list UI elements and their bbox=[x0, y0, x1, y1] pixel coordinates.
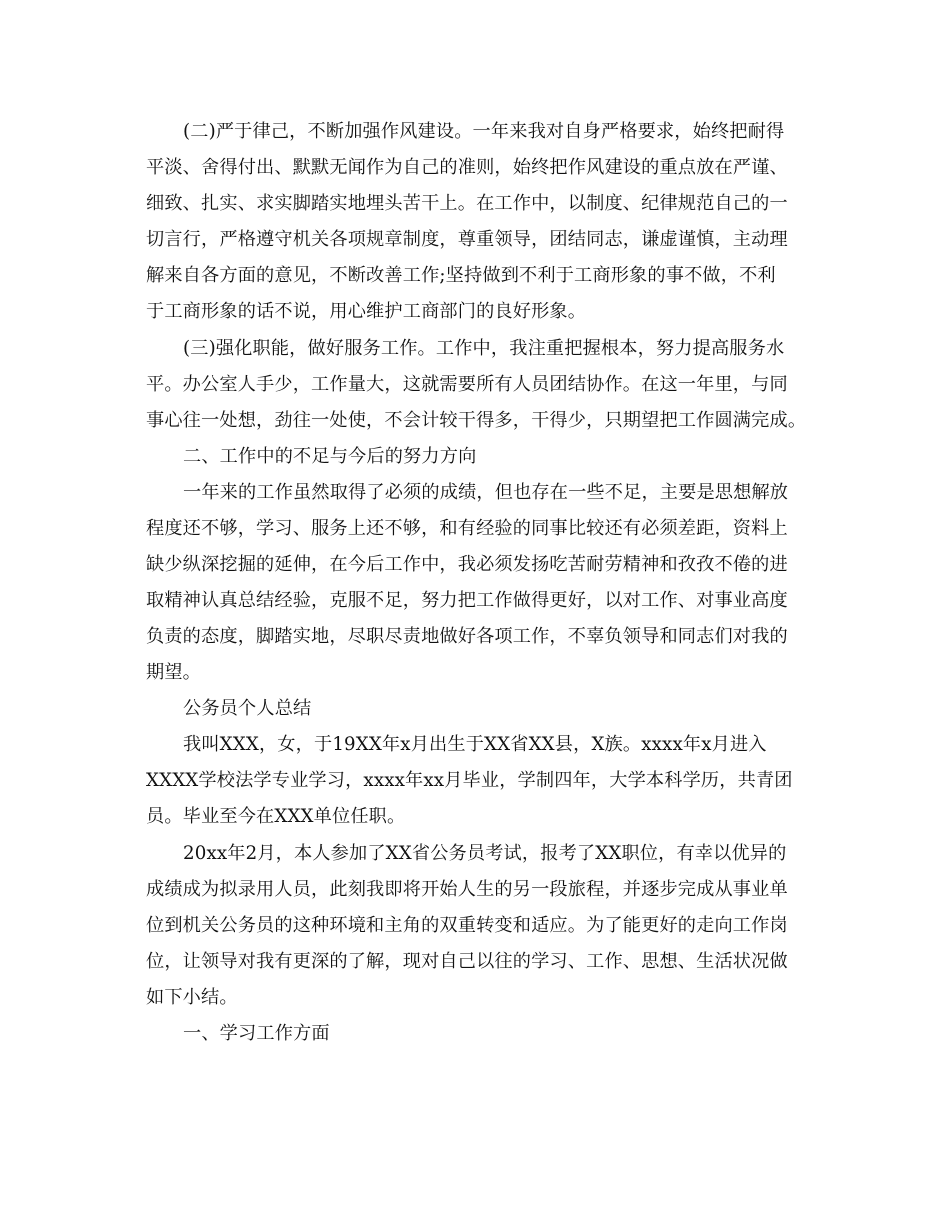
text-line: 程度还不够，学习、服务上还不够，和有经验的同事比较还有必须差距，资料上 bbox=[146, 518, 788, 539]
text-line: 20xx年2月，本人参加了XX省公务员考试，报考了XX职位，有幸以优异的 bbox=[183, 843, 787, 864]
text-line: XXXX学校法学专业学习，xxxx年xx月毕业，学制四年，大学本科学历，共青团 bbox=[146, 770, 793, 791]
text-line: 成绩成为拟录用人员，此刻我即将开始人生的另一段旅程，并逐步完成从事业单 bbox=[146, 879, 788, 900]
section-heading: 一、学习工作方面 bbox=[183, 1023, 330, 1044]
text-line: 一年来的工作虽然取得了必须的成绩，但也存在一些不足，主要是思想解放 bbox=[183, 482, 789, 503]
text-line: (三)强化职能，做好服务工作。工作中，我注重把握根本，努力提高服务水 bbox=[183, 338, 785, 359]
text-line: 平淡、舍得付出、默默无闻作为自己的准则，始终把作风建设的重点放在严谨、 bbox=[146, 157, 788, 178]
text-line: 平。办公室人手少，工作量大，这就需要所有人员团结协作。在这一年里，与同 bbox=[146, 374, 788, 395]
text-line: 取精神认真总结经验，克服不足，努力把工作做得更好，以对工作、对事业高度 bbox=[146, 590, 788, 611]
text-line: 细致、扎实、求实脚踏实地埋头苦干上。在工作中，以制度、纪律规范自己的一 bbox=[146, 193, 788, 214]
text-line: 我叫XXX，女，于19XX年x月出生于XX省XX县，X族。xxxx年x月进入 bbox=[183, 734, 767, 755]
text-line: 位，让领导对我有更深的了解，现对自己以往的学习、工作、思想、生活状况做 bbox=[146, 951, 788, 972]
text-line: 缺少纵深挖掘的延伸，在今后工作中，我必须发扬吃苦耐劳精神和孜孜不倦的进 bbox=[146, 554, 788, 575]
text-line: 位到机关公务员的这种环境和主角的双重转变和适应。为了能更好的走向工作岗 bbox=[146, 915, 788, 936]
text-line: (二)严于律己，不断加强作风建设。一年来我对自身严格要求，始终把耐得 bbox=[183, 121, 785, 142]
text-line: 事心往一处想，劲往一处使，不会计较干得多，干得少，只期望把工作圆满完成。 bbox=[146, 410, 807, 431]
text-line: 员。毕业至今在XXX单位任职。 bbox=[146, 806, 406, 827]
section-heading: 二、工作中的不足与今后的努力方向 bbox=[183, 446, 477, 467]
document-title: 公务员个人总结 bbox=[183, 698, 312, 719]
text-line: 期望。 bbox=[146, 662, 202, 683]
text-line: 解来自各方面的意见，不断改善工作;坚持做到不利于工商形象的事不做，不利 bbox=[146, 265, 776, 286]
text-line: 切言行，严格遵守机关各项规章制度，尊重领导，团结同志，谦虚谨慎，主动理 bbox=[146, 229, 788, 250]
text-line: 如下小结。 bbox=[146, 987, 238, 1008]
text-line: 负责的态度，脚踏实地，尽职尽责地做好各项工作，不辜负领导和同志们对我的 bbox=[146, 626, 788, 647]
text-line: 于工商形象的话不说，用心维护工商部门的良好形象。 bbox=[146, 301, 587, 322]
